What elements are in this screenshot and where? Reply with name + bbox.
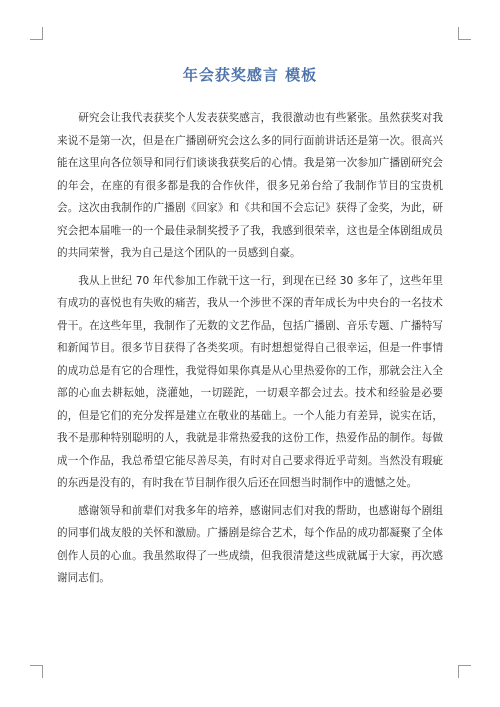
paragraph-3: 感谢领导和前辈们对我多年的培养，感谢同志们对我的帮助，也感谢每个剧组的同事们战友般的关怀和激励。广播剧是综合艺术，每个作品的成功都凝聚了全体创作人员的心血。我虽然取得了一些成绩，但我很清楚这些成就属于大家，再次感谢同志们。 xyxy=(57,504,443,584)
paragraph-1: 研究会让我代表获奖个人发表获奖感言，我很激动也有些紧张。虽然获奖对我来说不是第一次，但是在广播剧研究会这么多的同行面前讲话还是第一次。很高兴能在这里向各位领导和同行们谈谈我获奖后的心情。我是第一次参加广播剧研究会的年会，在座的有很多都是我的合作伙伴，很多兄弟台给了我制作节目的宝贵机会。这次由我制作的广播剧《回家》和《共和国不会忘记》获得了金奖，为此，研究会把本届唯一的一个最佳录制奖授予了我，我感到很荣幸，这也是全体剧组成员的共同荣誉，我为自己是这个团队的一员感到自豪。 xyxy=(57,112,443,259)
document-body xyxy=(57,107,443,595)
paragraph-2: 我从上世纪 70 年代参加工作就干这一行，到现在已经 30 多年了，这些年里有成功的喜悦也有失败的痛苦，我从一个涉世不深的青年成长为中央台的一名技术骨干。在这些年里，我制作了无数的文艺作品，包括广播剧、音乐专题、广播特写和新闻节目。很多节目获得了各类奖项。有时想想觉得自己很幸运，但是一件事情的成功总是有它的合理性，我觉得如果你真是从心里热爱你的工作，那就会注入全部的心血去耕耘她，浇灌她，一切蹉跎，一切艰辛都会过去。技术和经验是必要的，但是它们的充分发挥是建立在敬业的基础上。一个人能力有差异，说实在话，我不是那种特别聪明的人，我就是非常热爱我的这份工作，热爱作品的制作。每做成一个作品，我总希望它能尽善尽美，有时对自己要求得近乎苛刻。当然没有瑕疵的东西是没有的，有时我在节目制作很久后还在回想当时制作中的遗憾之处。 xyxy=(57,274,443,489)
crop-mark-bottom-right xyxy=(458,665,471,678)
crop-mark-top-left xyxy=(30,27,43,40)
crop-mark-bottom-left xyxy=(30,665,43,678)
document-title: 年会获奖感言 模板 xyxy=(182,66,318,84)
crop-mark-top-right xyxy=(458,27,471,40)
